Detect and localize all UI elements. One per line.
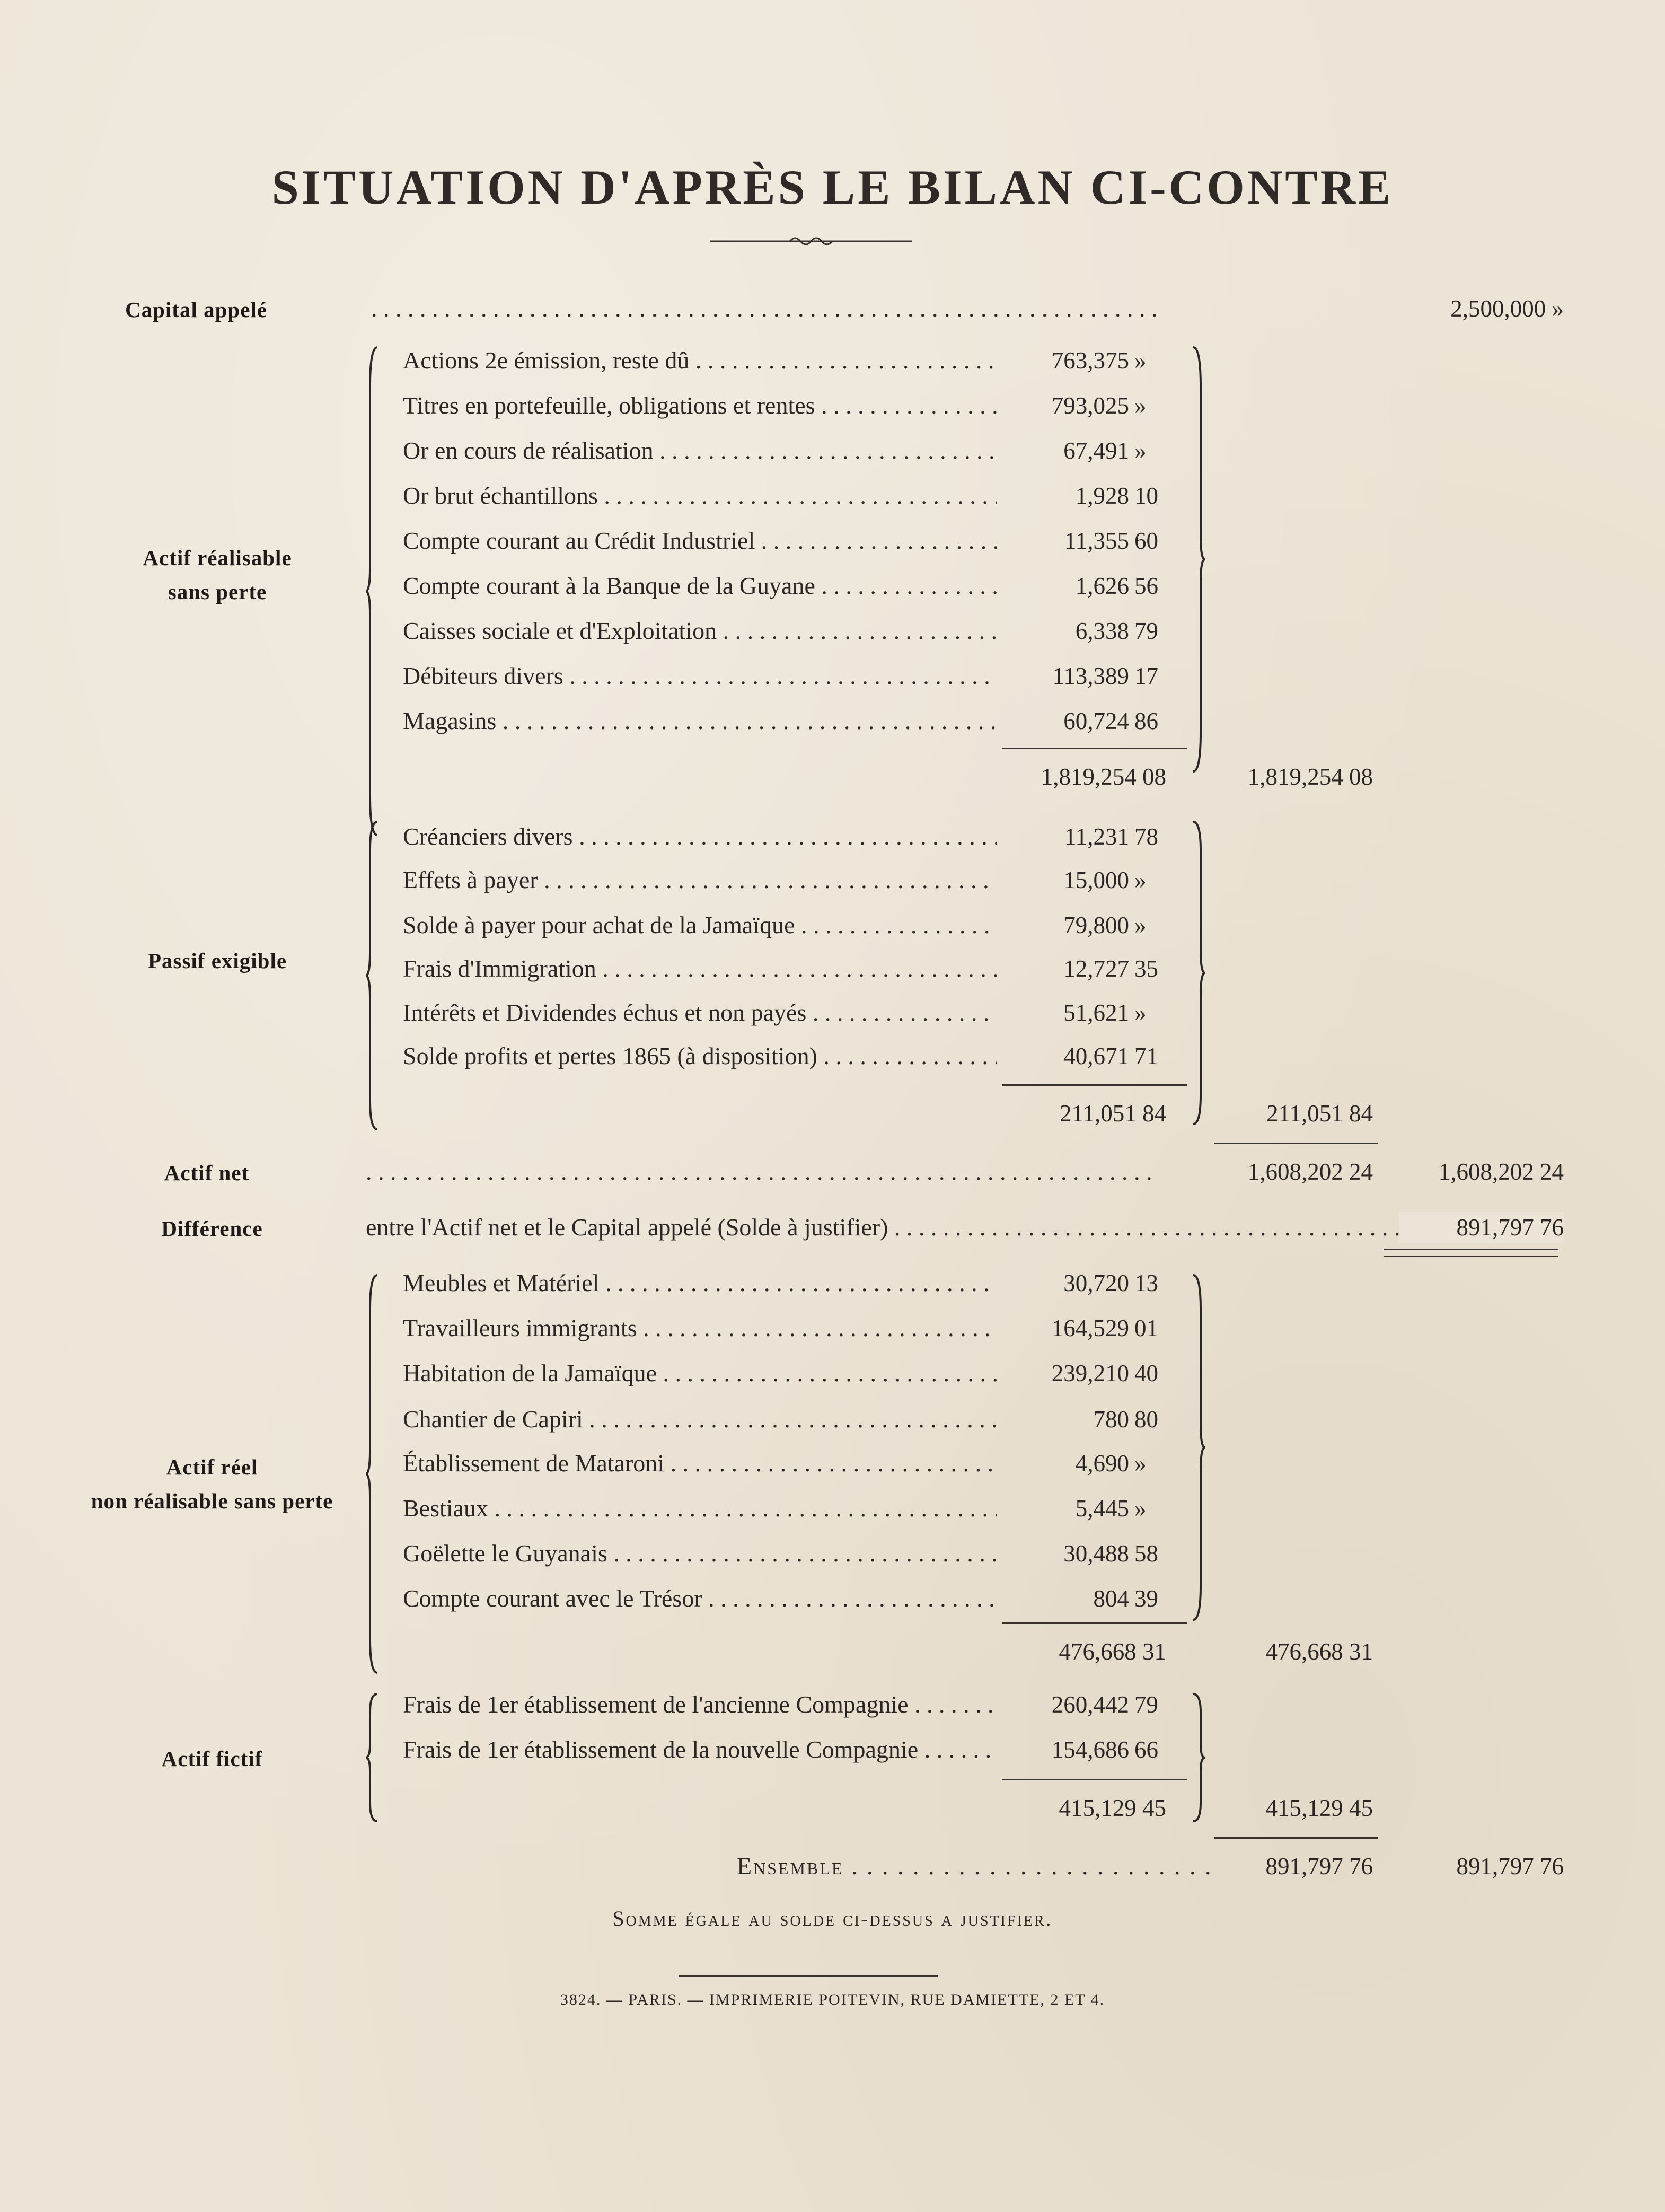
item-amount: 1,928 xyxy=(1075,482,1129,509)
item-cents: 10 xyxy=(1134,482,1158,509)
actif-fictif-subtotal: 415,129 45 xyxy=(1059,1795,1166,1821)
list-item: Compte courant au Crédit Industriel . . . xyxy=(403,525,997,557)
item-cents: 66 xyxy=(1134,1736,1158,1763)
passif-exigible-label: Passif exigible xyxy=(147,949,287,973)
ensemble-total: 891,797 76 xyxy=(1456,1853,1564,1880)
actif-realisable-carried: 1,819,254 08 xyxy=(1247,763,1373,790)
subtotal-rule xyxy=(1002,748,1187,749)
item-amount: 11,231 xyxy=(1064,823,1129,850)
item-amount: 30,720 xyxy=(1063,1270,1129,1296)
item-cents: 80 xyxy=(1134,1406,1158,1433)
actif-reel-label-line1: Actif réel xyxy=(166,1455,258,1479)
list-item: Débiteurs divers . . . xyxy=(403,660,997,692)
item-cents: » xyxy=(1134,437,1147,464)
actif-fictif-carried: 415,129 45 xyxy=(1265,1795,1373,1821)
list-item: Solde à payer pour achat de la Jamaïque . . . xyxy=(403,909,997,941)
list-item: Magasins . . . xyxy=(403,705,997,737)
actif-reel-label-line2: non réalisable sans perte xyxy=(91,1489,333,1513)
actif-reel-label xyxy=(53,1450,371,1518)
item-amount: 60,724 xyxy=(1063,708,1129,734)
difference-label: Différence xyxy=(161,1216,263,1241)
item-amount: 6,338 xyxy=(1075,618,1129,644)
subtotal-rule xyxy=(1214,1143,1378,1144)
item-amount: 793,025 xyxy=(1051,392,1129,419)
item-cents: 35 xyxy=(1134,955,1158,982)
list-item: Actions 2e émission, reste dû . . . xyxy=(403,345,997,376)
actif-net-leader xyxy=(366,1156,1219,1188)
item-cents: » xyxy=(1134,1450,1147,1477)
actif-reel-subtotal: 476,668 31 xyxy=(1059,1638,1166,1665)
item-cents: 71 xyxy=(1134,1043,1158,1069)
subtotal-rule xyxy=(1214,1837,1378,1839)
list-item: Effets à payer . . . xyxy=(403,864,997,896)
item-cents: 56 xyxy=(1134,573,1158,599)
list-item: Caisses sociale et d'Exploitation . . . xyxy=(403,615,997,647)
capital-leader xyxy=(371,293,1399,324)
list-item: Solde profits et pertes 1865 (à disposition) . . . xyxy=(403,1040,997,1072)
list-item: Meubles et Matériel . . . xyxy=(403,1267,997,1299)
actif-realisable-label xyxy=(80,541,355,609)
item-cents: 17 xyxy=(1134,663,1158,689)
item-cents: 40 xyxy=(1134,1360,1158,1386)
list-item: Travailleurs immigrants . . . xyxy=(403,1312,997,1344)
item-cents: 13 xyxy=(1134,1270,1158,1296)
list-item: Créanciers divers . . . xyxy=(403,821,997,853)
difference-total: 891,797 76 xyxy=(1399,1212,1564,1243)
item-amount: 780 xyxy=(1093,1406,1129,1433)
item-cents: 60 xyxy=(1134,528,1158,554)
item-cents: » xyxy=(1134,999,1147,1026)
item-cents: » xyxy=(1134,912,1147,938)
left-brace xyxy=(366,819,382,1132)
item-amount: 1,626 xyxy=(1075,573,1129,599)
left-brace xyxy=(366,1272,382,1675)
item-amount: 30,488 xyxy=(1063,1540,1129,1567)
right-brace xyxy=(1190,819,1206,1127)
printer-footer: 3824. — PARIS. — IMPRIMERIE POITEVIN, RUE DAMIETTE, 2 ET 4. xyxy=(560,1991,1105,2008)
list-item: Or brut échantillons . . . xyxy=(403,480,997,512)
ensemble-label: Ensemble . . . xyxy=(737,1850,1214,1882)
actif-net-label: Actif net xyxy=(164,1161,250,1185)
actif-realisable-label-line1: Actif réalisable xyxy=(143,546,292,570)
item-amount: 239,210 xyxy=(1051,1360,1129,1386)
item-cents: 01 xyxy=(1134,1315,1158,1341)
list-item: Habitation de la Jamaïque . . . xyxy=(403,1357,997,1389)
right-brace xyxy=(1190,1691,1206,1824)
item-amount: 51,621 xyxy=(1063,999,1129,1026)
list-item: Intérêts et Dividendes échus et non payés . . . xyxy=(403,997,997,1029)
subtotal-rule xyxy=(1002,1622,1187,1624)
list-item: Goëlette le Guyanais . . . xyxy=(403,1538,997,1569)
actif-realisable-label-line2: sans perte xyxy=(168,580,267,604)
item-cents: » xyxy=(1134,867,1147,893)
actif-reel-carried: 476,668 31 xyxy=(1265,1638,1373,1665)
list-item: Frais d'Immigration . . . xyxy=(403,953,997,985)
title-ornament xyxy=(710,233,912,249)
list-item: Établissement de Mataroni . . . xyxy=(403,1447,997,1479)
item-cents: 58 xyxy=(1134,1540,1158,1567)
passif-exigible-subtotal: 211,051 84 xyxy=(1060,1100,1166,1127)
item-cents: » xyxy=(1134,1495,1147,1522)
item-cents: 79 xyxy=(1134,1691,1158,1718)
item-cents: 39 xyxy=(1134,1585,1158,1612)
list-item: Or en cours de réalisation . . . xyxy=(403,435,997,467)
item-cents: 79 xyxy=(1134,618,1158,644)
item-amount: 15,000 xyxy=(1063,867,1129,893)
somme-note: Somme égale au solde ci-dessus a justifier. xyxy=(612,1907,1053,1930)
total-double-rule xyxy=(1384,1256,1558,1257)
right-brace xyxy=(1190,1272,1206,1622)
passif-exigible-carried: 211,051 84 xyxy=(1266,1100,1373,1127)
list-item: Compte courant avec le Trésor . . . xyxy=(403,1583,997,1614)
capital-label: Capital appelé xyxy=(125,297,267,322)
list-item: Frais de 1er établissement de la nouvelle Compagnie . . . xyxy=(403,1734,997,1766)
list-item: Titres en portefeuille, obligations et rentes . . . xyxy=(403,390,997,422)
item-amount: 4,690 xyxy=(1075,1450,1129,1477)
capital-total: 2,500,000 » xyxy=(1399,293,1564,324)
footer-rule xyxy=(679,1975,938,1977)
difference-text: entre l'Actif net et le Capital appelé (Solde à justifier) . . . xyxy=(366,1212,1405,1243)
item-cents: 78 xyxy=(1134,823,1158,850)
item-amount: 79,800 xyxy=(1063,912,1129,938)
actif-net-value: 1,608,202 24 xyxy=(1247,1158,1373,1185)
list-item: Frais de 1er établissement de l'ancienne Compagnie . . . xyxy=(403,1689,997,1721)
item-amount: 12,727 xyxy=(1063,955,1129,982)
item-amount: 113,389 xyxy=(1052,663,1129,689)
subtotal-rule xyxy=(1002,1779,1187,1780)
item-amount: 11,355 xyxy=(1064,528,1129,554)
right-brace xyxy=(1190,345,1206,774)
subtotal-rule xyxy=(1002,1084,1187,1086)
item-amount: 804 xyxy=(1093,1585,1129,1612)
actif-realisable-subtotal: 1,819,254 08 xyxy=(1041,763,1166,790)
total-double-rule xyxy=(1384,1249,1558,1250)
item-amount: 154,686 xyxy=(1051,1736,1129,1763)
list-item: Bestiaux . . . xyxy=(403,1493,997,1524)
actif-net-total: 1,608,202 24 xyxy=(1438,1158,1564,1185)
item-amount: 67,491 xyxy=(1063,437,1129,464)
item-amount: 164,529 xyxy=(1051,1315,1129,1341)
item-amount: 763,375 xyxy=(1051,347,1129,374)
item-amount: 5,445 xyxy=(1075,1495,1129,1522)
page-title: SITUATION D'APRÈS LE BILAN CI-CONTRE xyxy=(271,160,1394,214)
left-brace xyxy=(366,345,382,838)
actif-fictif-label: Actif fictif xyxy=(161,1746,263,1771)
item-cents: » xyxy=(1134,392,1147,419)
ensemble-value: 891,797 76 xyxy=(1265,1853,1373,1880)
list-item: Chantier de Capiri . . . xyxy=(403,1403,997,1435)
list-item: Compte courant à la Banque de la Guyane . . . xyxy=(403,570,997,602)
item-cents: 86 xyxy=(1134,708,1158,734)
item-amount: 40,671 xyxy=(1063,1043,1129,1069)
item-cents: » xyxy=(1134,347,1147,374)
item-amount: 260,442 xyxy=(1051,1691,1129,1718)
left-brace xyxy=(366,1691,382,1824)
